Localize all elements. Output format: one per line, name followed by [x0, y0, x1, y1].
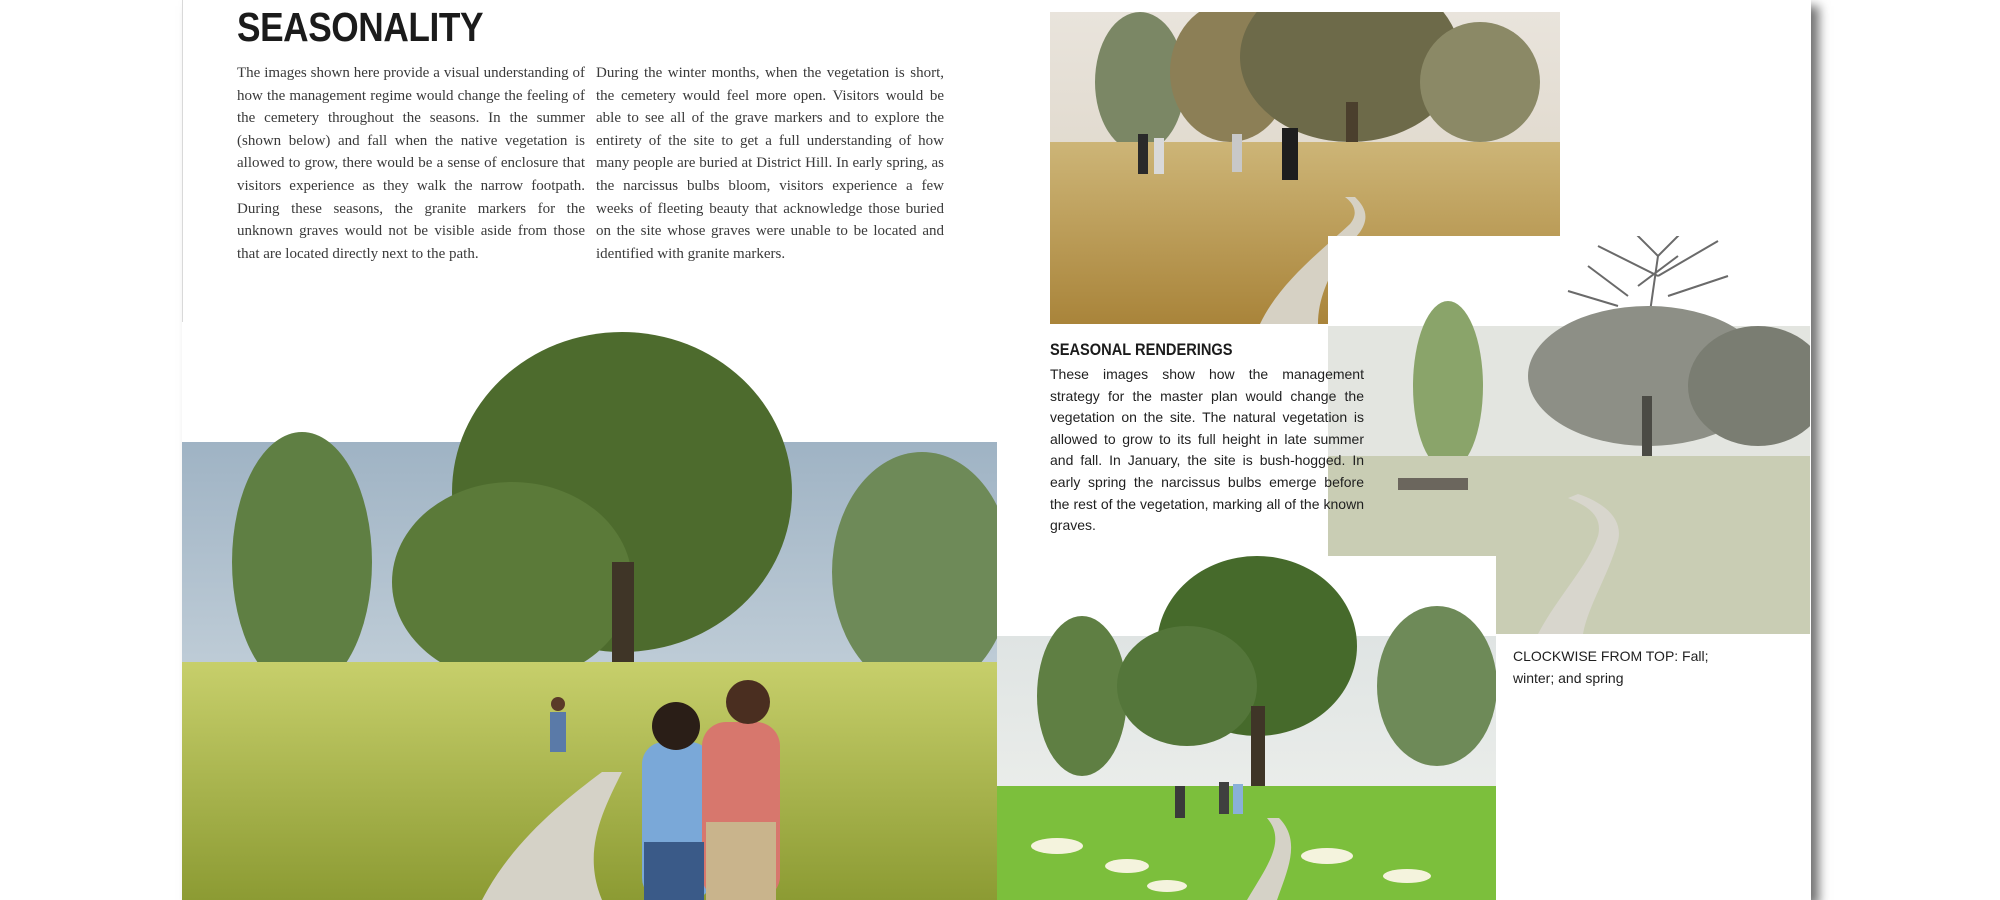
summer-rendering-image — [182, 322, 997, 900]
sidebar-heading: SEASONAL RENDERINGS — [1050, 340, 1233, 359]
spring-rendering-image — [997, 556, 1496, 900]
body-paragraph-left: The images shown here provide a visual understanding of how the management regime would change the feeling of the cemetery throughout the seasons. In the summer (shown below) and fall when the native vegetation is allowed to grow, there would be a sense of enclosure that visitors experience as they walk the narrow footpath. During these seasons, the granite markers for the unknown graves would not be visible aside from those that are located directly next to the path. — [237, 65, 585, 262]
image-credits-caption: CLOCKWISE FROM TOP: Fall; winter; and spring — [1513, 648, 1709, 686]
sidebar-text: These images show how the management strategy for the master plan would change the vegetation on the site. The natural vegetation is allowed to grow to its full height in late summer and fall. In January, the site is bush-hogged. In early spring the narcissus bulbs emerge before the rest of the vegetation, marking all of the known graves. — [1050, 366, 1364, 534]
page-title: SEASONALITY — [237, 4, 484, 50]
body-paragraph-right: During the winter months, when the vegetation is short, the cemetery would feel more open. Visitors would be able to see all of the grave markers and to explore the entirety of the site to get a full understanding of how many people are buried at District Hill. In early spring, as the narcissus bulbs bloom, visitors experience a few weeks of fleeting beauty that acknowledge those buried on the site whose graves were unable to be located and identified with granite markers. — [596, 65, 944, 262]
